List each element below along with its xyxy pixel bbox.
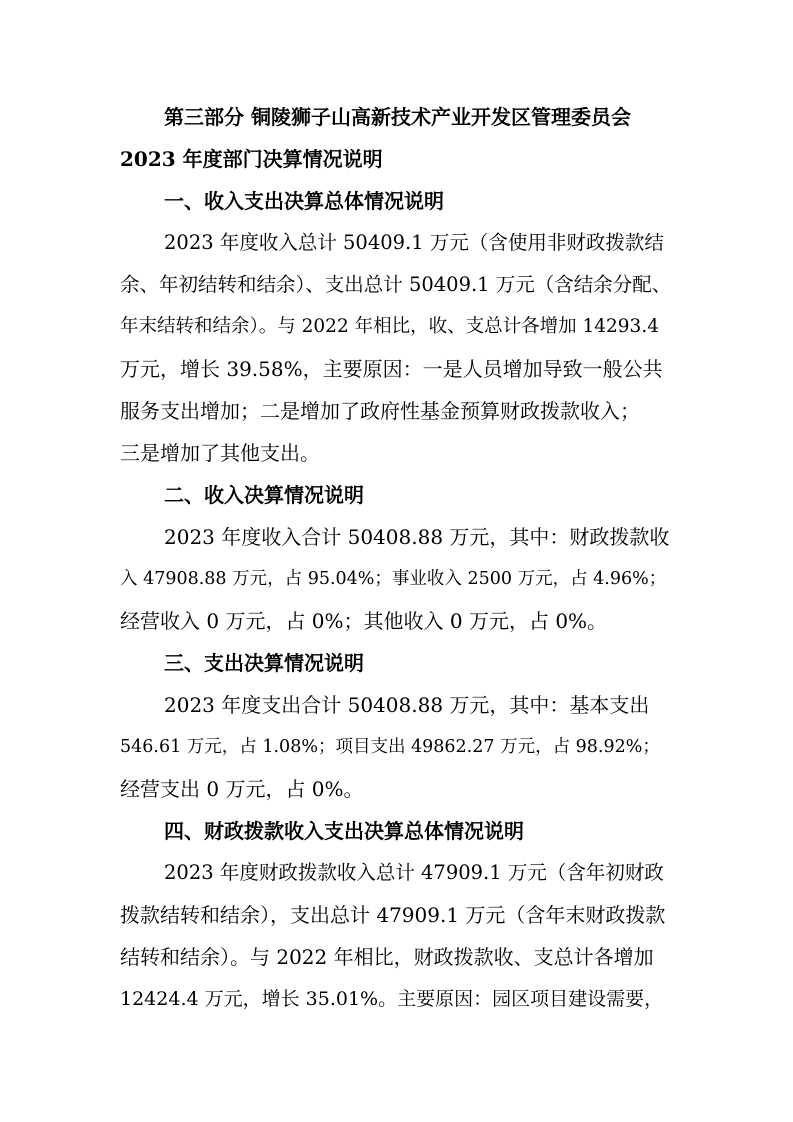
section-4-line-2: 拨款结转和结余），支出总计 47909.1 万元（含年末财政拨款	[120, 903, 666, 927]
section-3-line-1: 2023 年度支出合计 50408.88 万元，其中：基本支出	[164, 693, 650, 717]
section-2-line-2: 入 47908.88 万元，占 95.04%；事业收入 2500 万元，占 4.96%；	[120, 569, 667, 589]
section-1-line-4: 万元，增长 39.58%，主要原因：一是人员增加导致一般公共	[120, 357, 663, 381]
section-1-line-3: 年末结转和结余）。与 2022 年相比，收、支总计各增加 14293.4	[120, 316, 659, 337]
section-1-line-1: 2023 年度收入总计 50409.1 万元（含使用非财政拨款结	[164, 231, 664, 254]
section-3-heading: 三、支出决算情况说明	[164, 651, 364, 675]
section-4-line-1: 2023 年度财政拨款收入总计 47909.1 万元（含年初财政	[164, 861, 664, 884]
section-3-line-2: 546.61 万元，占 1.08%；项目支出 49862.27 万元，占 98.92%；	[120, 737, 660, 757]
document-title-line-2: 2023 年度部门决算情况说明	[120, 147, 383, 171]
section-4-line-3: 结转和结余）。与 2022 年相比，财政拨款收、支总计各增加	[120, 945, 654, 969]
section-4-line-4: 12424.4 万元，增长 35.01%。主要原因：园区项目建设需要，	[120, 988, 664, 1010]
section-2-heading: 二、收入决算情况说明	[164, 483, 364, 507]
section-3-line-3: 经营支出 0 万元，占 0%。	[120, 777, 364, 801]
section-1-line-2: 余、年初结转和结余）、支出总计 50409.1 万元（含结余分配、	[120, 273, 672, 296]
section-4-heading: 四、财政拨款收入支出决算总体情况说明	[164, 819, 524, 843]
section-1-line-5: 服务支出增加；二是增加了政府性基金预算财政拨款收入；	[120, 399, 640, 423]
section-1-heading: 一、收入支出决算总体情况说明	[164, 189, 444, 213]
section-2-line-1: 2023 年度收入合计 50408.88 万元，其中：财政拨款收	[164, 525, 670, 549]
section-1-line-6: 三是增加了其他支出。	[120, 441, 320, 465]
section-2-line-3: 经营收入 0 万元，占 0%；其他收入 0 万元，占 0%。	[120, 609, 608, 633]
document-title-line-1: 第三部分 铜陵狮子山高新技术产业开发区管理委员会	[164, 105, 631, 129]
